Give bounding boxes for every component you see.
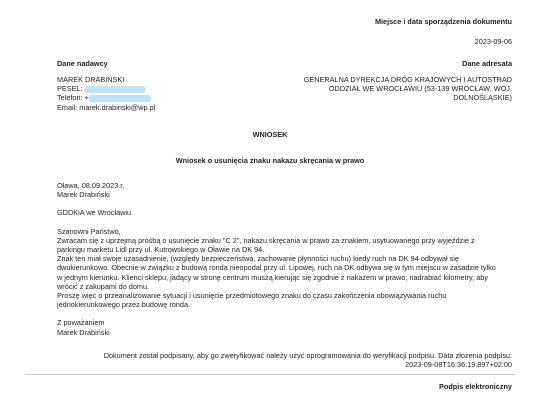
recipient-line: GENERALNA DYREKCJA DRÓG KRAJOWYCH I AUTOSTRAD (303, 75, 512, 84)
document-subtitle: Wniosek o usunięcia znaku nakazu skręcania w prawo (175, 156, 365, 165)
body-line: Proszę więc o przeanalizowanie sytuacji i usunięcie przedmiotowego znaku do czasu zakończenia obowiązywania ruchu (57, 291, 447, 301)
recipient-heading: Dane adresata (462, 59, 512, 68)
place-date-label: Miejsce i data sporządzenia dokumentu (374, 17, 512, 26)
sender-heading: Dane nadawcy (57, 59, 108, 68)
sender-email: Email: marek.drabinski@wp.pl (57, 102, 156, 112)
recipient-line: ODDZIAŁ WE WROCŁAWIU (53-139 WROCŁAW, WOJ. (328, 84, 512, 94)
body-line: w jednym kierunku. Klienci sklepu, jadący w stronę centrum muszą kierując się zgodnie z nakazem w prawo, nadrabiać kilometry, aby (57, 272, 488, 282)
letter-place-date: Oława, 08.09.2023 r. (57, 181, 125, 190)
sender-block (57, 75, 257, 112)
sender-pesel-label: PESEL: (57, 84, 85, 94)
body-line: Znak ten miał swoje uzasadnienie, (względy bezpieczeństwa, zachowanie płynności ruchu) kiedy ruch na DK 94 odbywał się (57, 254, 459, 264)
footer-divider (25, 374, 515, 375)
sender-phone-label: Telefon: + (57, 93, 89, 103)
body-line: dwukierunkowo. Obecnie w związku z budową ronda nieopodal przy ul. Lipowej, ruch na DK odbywa się w tym miejscu w zasadzie tylko (57, 263, 496, 273)
signature-note (42, 351, 512, 369)
letter-closing: Z poważaniem (57, 318, 105, 328)
phone-redaction (89, 95, 151, 102)
sender-pesel-line (57, 84, 257, 93)
signed-note-text: Dokument został podpisany, aby go zweryfikować należy użyć oprogramowania do weryfikacji podpisu. Data złożenia podpisu: (103, 351, 512, 360)
signature-label: Podpis elektroniczny (439, 382, 512, 391)
letter-signature-name: Marek Drabiński (57, 327, 110, 337)
body-line: parkingu marketu Lidl przy ul. Kutrowskiego w Oławie na DK 94. (57, 245, 265, 255)
sender-phone-line (57, 93, 257, 102)
pesel-redaction (85, 86, 145, 93)
recipient-block (252, 75, 512, 103)
signed-timestamp: 2023-09-08T16:36:19.897+02:00 (405, 360, 512, 370)
recipient-line: DOLNOŚLĄSKIE) (453, 93, 512, 103)
body-line: jednokierunkowego przez budowę ronda. (57, 300, 191, 310)
body-line: Zwracam się z uprzejmą prośbą o usunięcie znaku "C 2", nakazu skręcania w prawo za znakiem, usytuowanego przy wyjeździe z (57, 235, 475, 245)
body-line: wrócić z zakupami do domu. (57, 281, 150, 291)
letter-greeting: Szanowni Państwo, (57, 226, 121, 236)
letter-addressee: GDDKiA we Wrocławiu (57, 208, 132, 218)
sender-name: MAREK DRABIŃSKI (57, 75, 125, 84)
document-title: WNIOSEK (252, 130, 288, 139)
letter-body (57, 181, 517, 337)
document-date: 2023-09-06 (474, 37, 512, 46)
letter-author: Marek Drabiński (57, 190, 110, 200)
